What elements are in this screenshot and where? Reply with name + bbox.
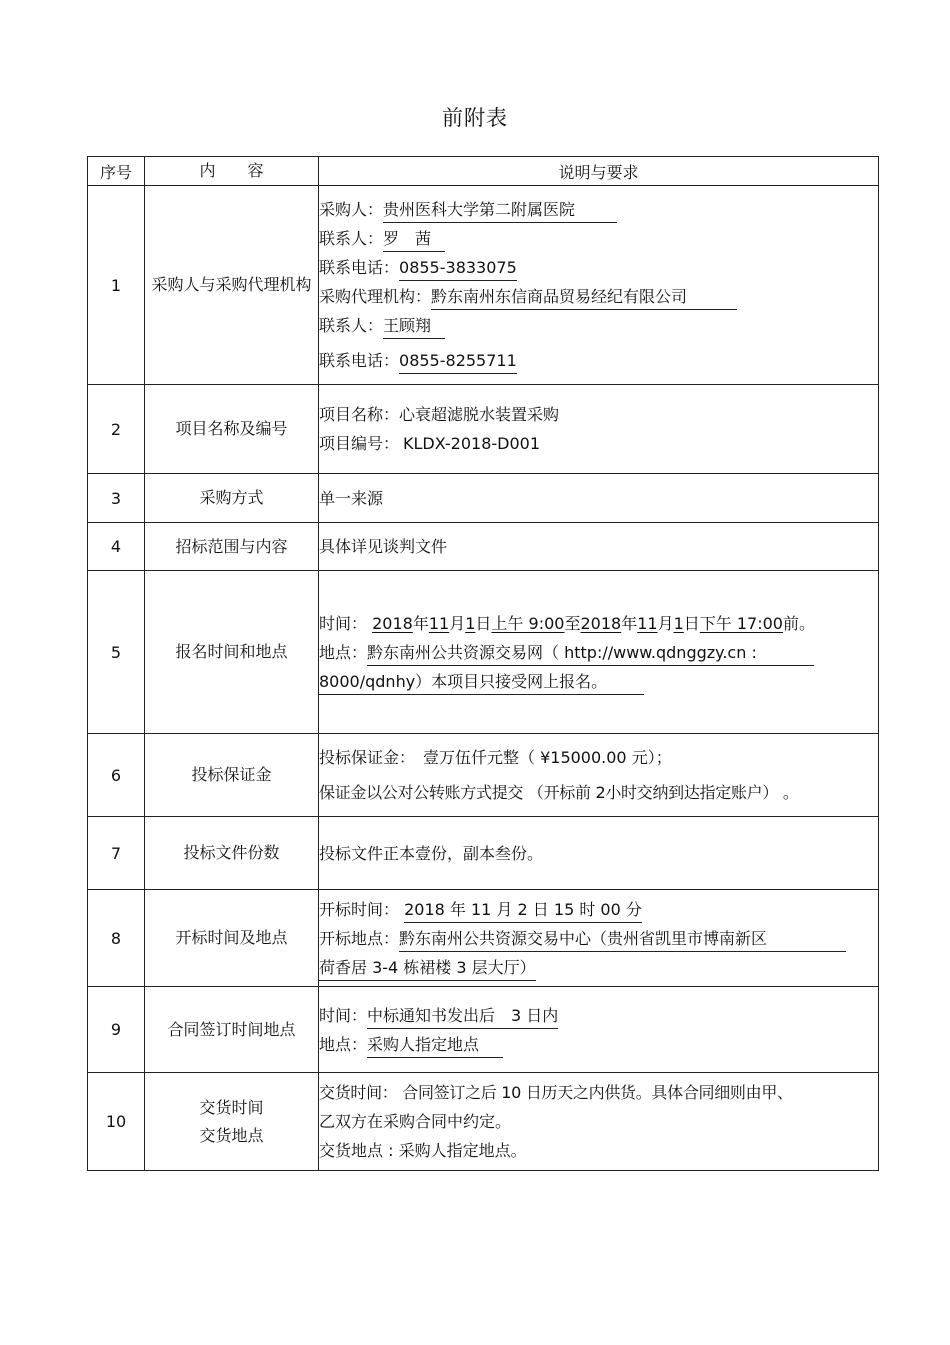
project-code-label: 项目编号： [319,434,400,453]
month: 11 [637,613,658,633]
row-item: 开标时间及地点 [145,890,319,987]
header-desc: 说明与要求 [319,157,879,186]
deposit-amount: 投标保证金： 壹万伍仟元整（ ¥15000.00 元）； [319,748,672,767]
agency-value: 黔东南州东信商品贸易经纪有限公司 [431,285,737,310]
row-item: 投标保证金 [145,734,319,817]
row-description: 具体详见谈判文件 [319,523,879,571]
phone-label: 联系电话： [319,258,400,277]
signing-time-label: 时间： [319,1005,368,1025]
row-item: 项目名称及编号 [145,385,319,474]
row-number: 7 [88,817,145,890]
opening-time-value: 2018 年 11 月 2 日 15 时 00 分 [404,898,642,923]
project-code-value: KLDX-2018-D001 [403,434,541,453]
row-number: 5 [88,571,145,734]
end-time: 下午 17:00 [699,613,783,633]
day-unit: 日 [683,613,700,633]
row-item: 招标范围与内容 [145,523,319,571]
opening-time-label: 开标时间： [319,899,400,919]
table-row [88,523,879,571]
registration-time [319,609,878,638]
row-description [319,385,879,474]
day: 1 [465,613,476,633]
phone-value: 0855-3833075 [399,256,517,281]
table-row [88,385,879,474]
agency-label: 采购代理机构： [319,287,432,306]
contact-value: 王顾翔 [383,314,445,339]
row-number: 1 [88,186,145,385]
row-item [145,1073,319,1171]
before-label: 前。 [782,613,815,633]
to-label: 至 [564,613,581,633]
purchaser-value: 贵州医科大学第二附属医院 [383,198,617,223]
row-item: 采购人与采购代理机构 [145,186,319,385]
deposit-method: 保证金以公对公转账方式提交 （开标前 2小时交纳到达指定账户） 。 [319,783,799,802]
row-description: 投标文件正本壹份，副本叁份。 [319,817,879,890]
phone-value: 0855-8255711 [399,349,517,374]
row-number: 3 [88,474,145,523]
place-value: 黔东南州公共资源交易网（ http://www.qdnggzy.cn : [367,641,814,666]
row-item: 采购方式 [145,474,319,523]
delivery-time-text-continued: 乙双方在采购合同中约定。 [319,1112,512,1131]
opening-place-value: 黔东南州公共资源交易中心（贵州省凯里市博南新区 [399,927,846,952]
signing-place-label: 地点： [319,1034,368,1054]
attachment-table [87,156,879,1171]
purchaser-label: 采购人： [319,200,384,219]
contact-label: 联系人： [319,316,384,335]
table-row [88,987,879,1073]
delivery-time-label: 交货时间 [199,1097,264,1117]
signing-time-value: 中标通知书发出后 3 日内 [367,1004,558,1029]
table-row [88,817,879,890]
start-time: 上午 9:00 [491,613,565,633]
table-row [88,890,879,987]
row-item: 投标文件份数 [145,817,319,890]
project-name-label: 项目名称： [319,405,400,424]
table-row [88,1073,879,1171]
row-item: 报名时间和地点 [145,571,319,734]
delivery-place-text: 交货地点 : 采购人指定地点。 [319,1141,527,1160]
year: 2018 [372,613,413,633]
row-description [319,987,879,1073]
page-title: 前附表 [442,106,508,130]
table-header-row [88,157,879,186]
header-no: 序号 [88,157,145,186]
table-row [88,186,879,385]
row-number: 4 [88,523,145,571]
month-unit: 月 [657,613,674,633]
row-description [319,186,879,385]
delivery-time-text: 交货时间： 合同签订之后 10 日历天之内供货。具体合同细则由甲、 [319,1083,793,1102]
month-unit: 月 [449,613,466,633]
contact-label: 联系人： [319,229,384,248]
project-name-value: 心衰超滤脱水装置采购 [399,405,560,424]
row-number: 10 [88,1073,145,1171]
table-row [88,734,879,817]
delivery-place-label: 交货地点 [199,1125,264,1145]
day-unit: 日 [475,613,492,633]
row-number: 2 [88,385,145,474]
row-description [319,734,879,817]
row-description [319,890,879,987]
row-number: 6 [88,734,145,817]
year-unit: 年 [412,613,429,633]
month: 11 [428,613,450,633]
signing-place-value: 采购人指定地点 [367,1033,503,1058]
table-row [88,474,879,523]
opening-place-value-continued: 荷香居 3-4 栋裙楼 3 层大厅） [319,956,536,981]
row-item: 合同签订时间地点 [145,987,319,1073]
year-unit: 年 [621,613,638,633]
year: 2018 [580,613,622,633]
row-description [319,1073,879,1171]
phone-label: 联系电话： [319,351,400,370]
place-value-continued: 8000/qdnhy）本项目只接受网上报名。 [319,670,644,695]
row-number: 9 [88,987,145,1073]
table-row [88,571,879,734]
row-description: 单一来源 [319,474,879,523]
header-item: 内 容 [145,157,319,186]
opening-place-label: 开标地点： [319,928,400,948]
row-number: 8 [88,890,145,987]
contact-value: 罗 茜 [383,227,445,252]
day: 1 [673,613,684,633]
place-label: 地点： [319,642,368,662]
row-description [319,571,879,734]
time-label: 时间： [319,613,368,633]
